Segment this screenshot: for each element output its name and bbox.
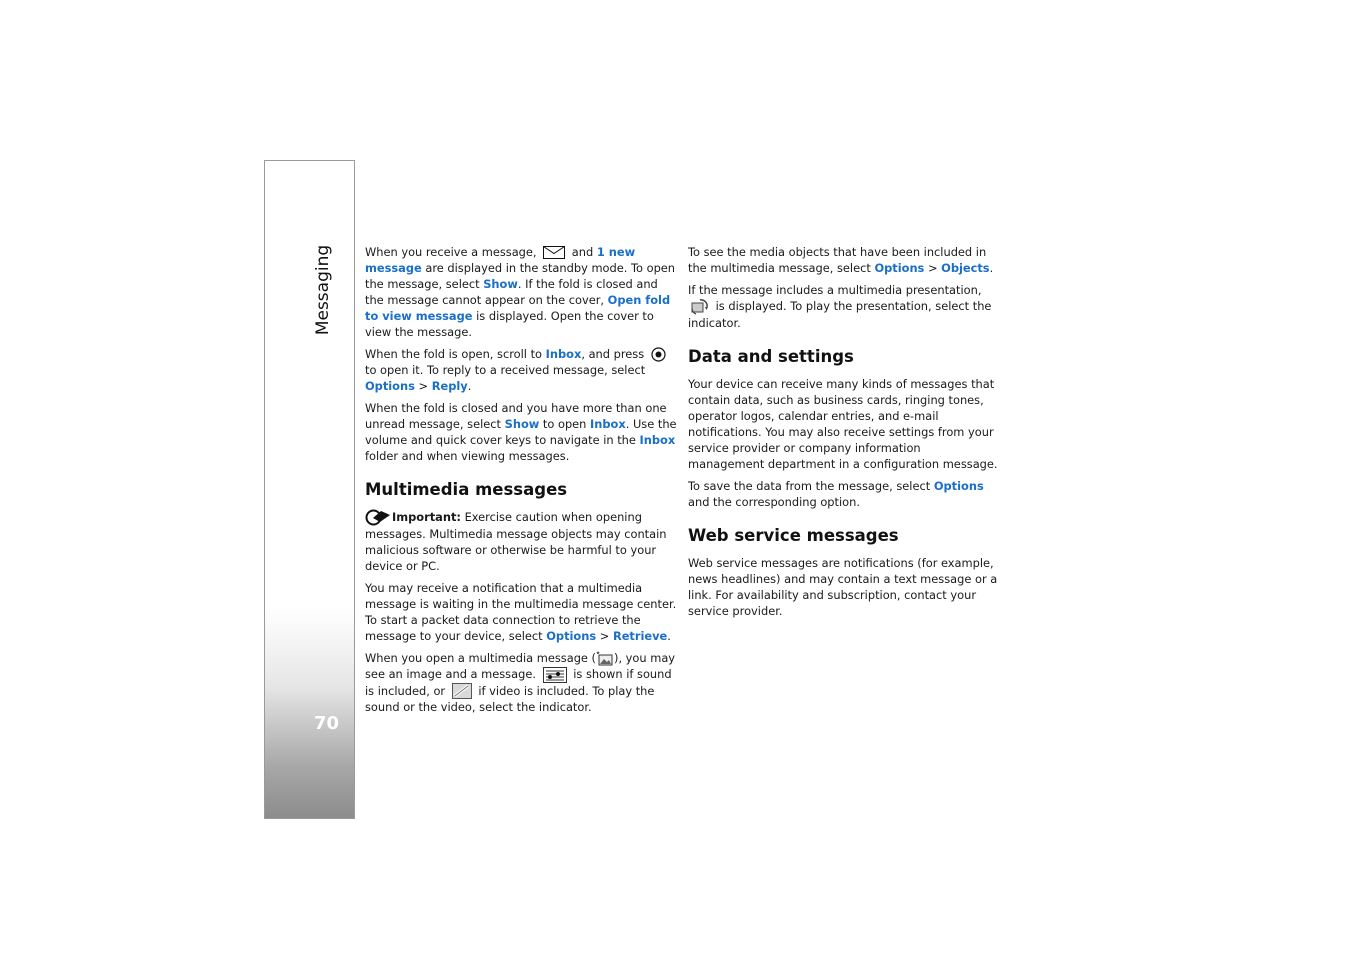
mms-image-icon	[596, 651, 614, 666]
heading-data-and-settings: Data and settings	[688, 346, 854, 366]
paragraph-data-messages: Your device can receive many kinds of messages that contain data, such as business cards, ringing tones, operator logos, calendar entries, and e-mail notifications. You may also receive settings from your service provider or company information management department in a configuration message.	[688, 376, 998, 471]
paragraph-presentation: If the message includes a multimedia presentation, is displayed. To play the presentation, select the indicator.	[688, 283, 992, 330]
paragraph-save-data: To save the data from the message, select Options and the corresponding option.	[688, 478, 984, 509]
sound-icon	[543, 667, 567, 683]
keyword-inbox: Inbox	[590, 417, 626, 431]
keyword-reply: Reply	[431, 379, 468, 393]
paragraph-web-service: Web service messages are notifications (for example, news headlines) and may contain a text message or a link. For availability and subscription, contact your service provider.	[688, 555, 998, 618]
keyword-retrieve: Retrieve	[612, 629, 668, 643]
chapter-sidebar	[264, 160, 355, 819]
paragraph-open-mms: When you open a multimedia message ( ), you may see an image and a message. is shown if sound is included, or if video is included. To play the sound or the video, select the indicator.	[365, 651, 676, 714]
paragraph-fold-closed: When the fold is closed and you have more than one unread message, select Show to open Inbox. Use the volume and quick cover keys to navigate in the Inbox folder and when viewing messages.	[365, 401, 677, 463]
joystick-select-icon	[651, 347, 666, 362]
important-icon	[365, 509, 391, 526]
keyword-inbox: Inbox	[639, 433, 676, 447]
presentation-icon	[691, 299, 709, 315]
keyword-options: Options	[933, 478, 984, 493]
heading-multimedia-messages: Multimedia messages	[365, 480, 568, 499]
keyword-options: Options	[546, 629, 597, 643]
paragraph-media-objects: To see the media objects that have been included in the multimedia message, select Options > Objects.	[688, 245, 994, 275]
video-icon	[452, 683, 472, 699]
chapter-title: Messaging	[313, 244, 333, 336]
paragraph-fold-open: When the fold is open, scroll to Inbox, and press to open it. To reply to a received message, select Options > Reply.	[365, 346, 677, 394]
right-column	[688, 244, 1000, 625]
keyword-show: Show	[504, 417, 540, 431]
keyword-new-message: 1 new message	[365, 245, 636, 275]
keyword-options: Options	[874, 261, 925, 275]
left-column	[365, 244, 677, 721]
paragraph-receive-message: When you receive a message, and 1 new message are displayed in the standby mode. To open the message, select Show. If the fold is closed and the message cannot appear on the cover, Open fold to view message is displayed. Open the cover to view the message.	[365, 245, 676, 339]
keyword-inbox: Inbox	[545, 347, 582, 361]
keyword-objects: Objects	[941, 261, 990, 275]
page-number: 70	[314, 713, 340, 734]
paragraph-mms-notification: You may receive a notification that a multimedia message is waiting in the multimedia message center. To start a packet data connection to retrieve the message to your device, select Options > Retrieve.	[365, 581, 677, 643]
keyword-open-fold: Open fold to view message	[365, 293, 671, 323]
paragraph-important: Important: Exercise caution when opening messages. Multimedia message objects may contain malicious software or otherwise be harmful to your device or PC.	[365, 510, 667, 573]
heading-web-service-messages: Web service messages	[688, 525, 899, 545]
envelope-icon	[543, 246, 565, 259]
keyword-options: Options	[365, 379, 415, 393]
keyword-show: Show	[483, 277, 518, 291]
